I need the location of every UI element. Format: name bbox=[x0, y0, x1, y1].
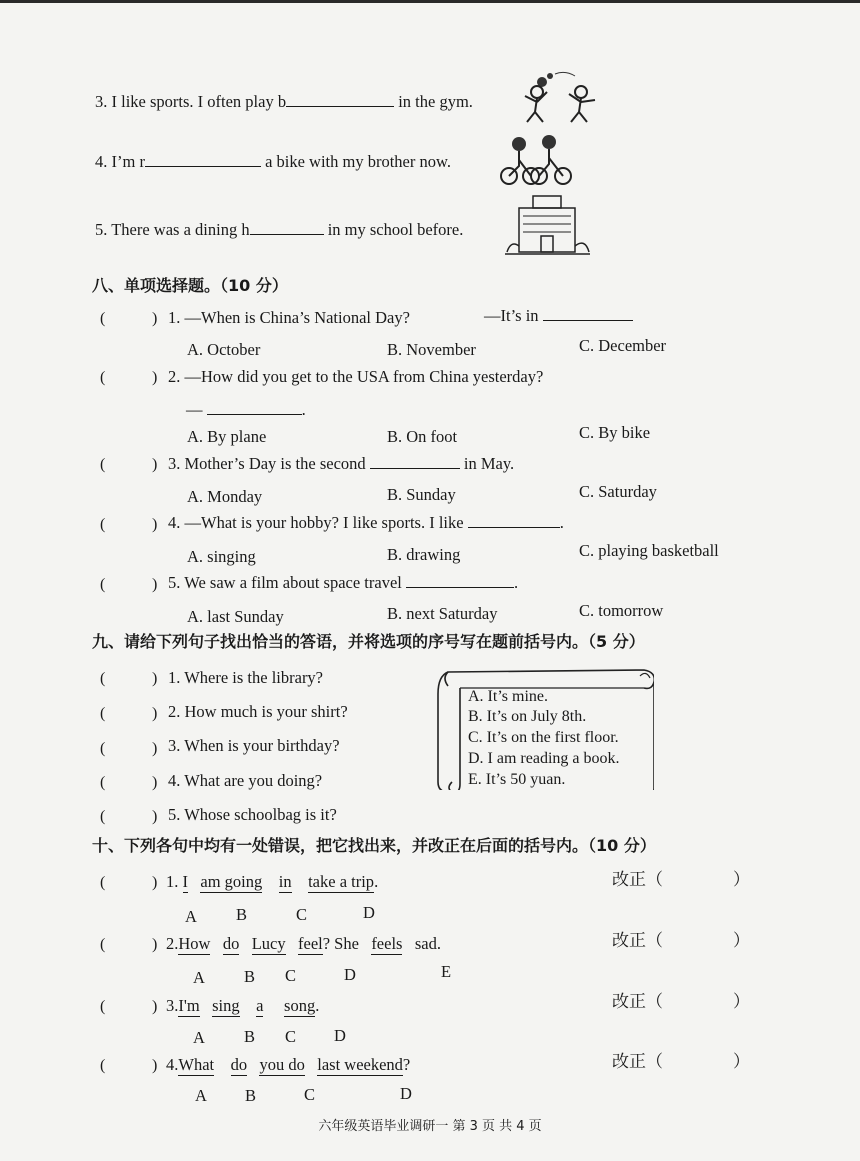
option-a: A. October bbox=[187, 340, 261, 359]
answer-paren-close: ) bbox=[152, 576, 158, 593]
fill-in-5-text: 5. There was a dining h bbox=[95, 220, 250, 239]
correction-close: ） bbox=[733, 992, 750, 1012]
answer-paren-open[interactable]: ( bbox=[100, 369, 106, 386]
question-tail: . bbox=[514, 573, 519, 592]
answer-paren-close: ) bbox=[152, 936, 158, 953]
s10-q1 bbox=[166, 872, 378, 892]
answer-paren-close: ) bbox=[152, 740, 158, 757]
underlined-word-c: Lucy bbox=[251, 934, 286, 953]
letter-d: D bbox=[363, 903, 375, 922]
question-tail: —It’s in bbox=[484, 306, 539, 325]
answer-paren-close: ) bbox=[152, 998, 158, 1015]
underlined-word-b: do bbox=[222, 934, 240, 953]
fill-in-4-text: 4. I’m r bbox=[95, 152, 145, 171]
correction-label: 改正（ bbox=[612, 931, 663, 951]
letter-a: A bbox=[185, 907, 197, 926]
letter-b: B bbox=[236, 905, 248, 924]
sentence-end: . bbox=[315, 996, 320, 1015]
question-number: 3. bbox=[166, 996, 179, 1015]
letter-b: B bbox=[244, 1027, 256, 1046]
option-c: C. playing basketball bbox=[579, 541, 719, 560]
answer-paren-close: ) bbox=[152, 1057, 158, 1074]
underlined-word-b: am going bbox=[200, 872, 263, 891]
answer-paren-open[interactable]: ( bbox=[100, 808, 106, 825]
underlined-word-b: sing bbox=[212, 996, 240, 1015]
question-tail: — bbox=[186, 400, 203, 419]
correction-label: 改正（ bbox=[612, 992, 663, 1012]
letter-a: A bbox=[195, 1086, 207, 1105]
s8-q2 bbox=[168, 367, 543, 387]
question-number: 4. bbox=[166, 1055, 179, 1074]
underlined-word-a: I'm bbox=[178, 996, 200, 1015]
fill-in-3-tail: in the gym. bbox=[394, 92, 473, 111]
answer-paren-open[interactable]: ( bbox=[100, 740, 106, 757]
answer-paren-open[interactable]: ( bbox=[100, 936, 106, 953]
answer-paren-close: ) bbox=[152, 705, 158, 722]
option-c: C. Saturday bbox=[579, 482, 657, 501]
letter-a: A bbox=[193, 968, 205, 987]
letter-e: E bbox=[441, 962, 452, 981]
answer-paren-close: ) bbox=[152, 774, 158, 791]
answer-paren-open[interactable]: ( bbox=[100, 576, 106, 593]
s10-q2 bbox=[166, 934, 441, 954]
answer-option-a: A. It’s mine. bbox=[468, 688, 548, 705]
answer-paren-close: ) bbox=[152, 310, 158, 327]
answer-blank[interactable] bbox=[286, 92, 394, 107]
sentence-end: sad. bbox=[414, 934, 441, 953]
answer-paren-close: ) bbox=[152, 874, 158, 891]
s8-q1-tail bbox=[484, 306, 633, 326]
s8-q3 bbox=[168, 454, 514, 474]
fill-in-5-tail: in my school before. bbox=[323, 220, 464, 239]
fill-in-3 bbox=[95, 92, 473, 112]
option-b: B. On foot bbox=[387, 427, 458, 446]
underlined-word-a: What bbox=[178, 1055, 215, 1074]
s9-q5: 5. Whose schoolbag is it? bbox=[168, 805, 337, 824]
letter-d: D bbox=[400, 1084, 412, 1103]
answer-option-e: E. It’s 50 yuan. bbox=[468, 771, 566, 788]
question-number: 2. bbox=[166, 934, 179, 953]
question-text: —What is your hobby? I like sports. I like bbox=[184, 513, 464, 532]
question-text: Mother’s Day is the second bbox=[184, 454, 366, 473]
underlined-word-c: you do bbox=[259, 1055, 305, 1074]
answer-blank[interactable] bbox=[145, 152, 261, 167]
s9-q4: 4. What are you doing? bbox=[168, 771, 323, 790]
question-tail: in May. bbox=[463, 454, 515, 473]
sentence-middle: ? She bbox=[322, 934, 359, 953]
answer-paren-open[interactable]: ( bbox=[100, 670, 106, 687]
cycling-kids-illustration bbox=[495, 132, 575, 187]
option-a: A. Monday bbox=[187, 487, 263, 506]
answer-paren-open[interactable]: ( bbox=[100, 998, 106, 1015]
question-number: 3. bbox=[168, 454, 181, 473]
underlined-word-d: song bbox=[284, 996, 316, 1015]
option-b: B. next Saturday bbox=[387, 604, 498, 623]
answer-paren-open[interactable]: ( bbox=[100, 705, 106, 722]
s9-q3: 3. When is your birthday? bbox=[168, 736, 340, 755]
letter-c: C bbox=[304, 1085, 316, 1104]
page-footer: 六年级英语毕业调研一 第 3 页 共 4 页 bbox=[318, 1119, 542, 1134]
answer-paren-close: ) bbox=[152, 369, 158, 386]
option-c: C. tomorrow bbox=[579, 601, 664, 620]
answer-paren-open[interactable]: ( bbox=[100, 456, 106, 473]
fill-in-5 bbox=[95, 220, 463, 240]
answer-blank[interactable] bbox=[543, 306, 633, 321]
question-text: We saw a film about space travel bbox=[184, 573, 402, 592]
correction-label: 改正（ bbox=[612, 1052, 663, 1072]
option-a: A. By plane bbox=[187, 427, 267, 446]
answer-paren-open[interactable]: ( bbox=[100, 774, 106, 791]
section8-title: 八、单项选择题。（10 分） bbox=[92, 276, 288, 295]
letter-c: C bbox=[285, 1027, 297, 1046]
underlined-word-c: a bbox=[256, 996, 264, 1015]
correction-close: ） bbox=[733, 931, 750, 951]
letter-a: A bbox=[193, 1028, 205, 1047]
question-number: 5. bbox=[168, 573, 181, 592]
fill-in-3-text: 3. I like sports. I often play b bbox=[95, 92, 287, 111]
answer-blank[interactable] bbox=[468, 513, 560, 528]
answer-option-d: D. I am reading a book. bbox=[468, 750, 620, 767]
answer-paren-close: ) bbox=[152, 516, 158, 533]
letter-b: B bbox=[245, 1086, 257, 1105]
letter-c: C bbox=[285, 966, 297, 985]
option-a: A. last Sunday bbox=[187, 607, 284, 626]
answer-paren-open[interactable]: ( bbox=[100, 310, 106, 327]
underlined-word-b: do bbox=[230, 1055, 248, 1074]
question-number: 4. bbox=[168, 513, 181, 532]
question-text: —When is China’s National Day? bbox=[184, 308, 410, 327]
answer-option-b: B. It’s on July 8th. bbox=[468, 708, 587, 725]
section10-title: 十、下列各句中均有一处错误，把它找出来，并改正在后面的括号内。（10 分） bbox=[92, 836, 656, 855]
s9-q2: 2. How much is your shirt? bbox=[168, 702, 348, 721]
s8-q2-tail: — . bbox=[186, 400, 306, 419]
option-b: B. November bbox=[387, 340, 476, 359]
page-top-border bbox=[0, 0, 860, 3]
section9-title: 九、请给下列句子找出恰当的答语，并将选项的序号写在题前括号内。（5 分） bbox=[92, 632, 645, 651]
answer-paren-open[interactable]: ( bbox=[100, 516, 106, 533]
s8-q1 bbox=[168, 308, 410, 328]
s8-q4 bbox=[168, 513, 564, 533]
option-b: B. drawing bbox=[387, 545, 461, 564]
fill-in-4 bbox=[95, 152, 451, 172]
correction-close: ） bbox=[733, 1052, 750, 1072]
correction-field[interactable] bbox=[612, 926, 750, 951]
answer-paren-close: ) bbox=[152, 670, 158, 687]
fill-in-4-tail: a bike with my brother now. bbox=[260, 152, 451, 171]
s10-q4 bbox=[166, 1055, 410, 1075]
s8-q5 bbox=[168, 573, 518, 593]
option-c: C. December bbox=[579, 336, 667, 355]
answer-paren-close: ) bbox=[152, 456, 158, 473]
option-a: A. singing bbox=[187, 547, 256, 566]
answer-paren-open[interactable]: ( bbox=[100, 1057, 106, 1074]
answer-blank[interactable] bbox=[250, 220, 324, 235]
question-text: —How did you get to the USA from China yesterday? bbox=[184, 367, 544, 386]
letter-d: D bbox=[334, 1026, 346, 1045]
underlined-word-a: I bbox=[182, 872, 188, 891]
school-building-illustration bbox=[505, 192, 590, 262]
s10-q3 bbox=[166, 996, 319, 1016]
answer-blank[interactable] bbox=[406, 573, 514, 588]
correction-field[interactable] bbox=[612, 987, 750, 1012]
question-number: 1. bbox=[168, 308, 181, 327]
underlined-word-d: take a trip bbox=[308, 872, 375, 891]
correction-label: 改正（ bbox=[612, 870, 663, 890]
sentence-end: . bbox=[374, 872, 379, 891]
answer-paren-open[interactable]: ( bbox=[100, 874, 106, 891]
letter-d: D bbox=[344, 965, 356, 984]
underlined-word-d: last weekend bbox=[317, 1055, 403, 1074]
option-c: C. By bike bbox=[579, 423, 651, 442]
correction-field[interactable] bbox=[612, 1047, 750, 1072]
answer-blank[interactable] bbox=[207, 400, 302, 415]
s9-q1: 1. Where is the library? bbox=[168, 668, 324, 687]
underlined-word-e: feels bbox=[371, 934, 403, 953]
sentence-end: ? bbox=[402, 1055, 411, 1074]
underlined-word-a: How bbox=[178, 934, 211, 953]
underlined-word-d: feel bbox=[298, 934, 323, 953]
answer-blank[interactable] bbox=[370, 454, 460, 469]
letter-b: B bbox=[244, 967, 256, 986]
question-number: 2. bbox=[168, 367, 181, 386]
question-number: 1. bbox=[166, 872, 179, 891]
underlined-word-c: in bbox=[278, 872, 292, 891]
question-tail: . bbox=[559, 513, 564, 532]
correction-field[interactable] bbox=[612, 865, 750, 890]
answer-option-c: C. It’s on the first floor. bbox=[468, 729, 619, 746]
basketball-players-illustration bbox=[515, 70, 605, 125]
correction-close: ） bbox=[733, 870, 750, 890]
answer-paren-close: ) bbox=[152, 808, 158, 825]
option-b: B. Sunday bbox=[387, 485, 456, 504]
letter-c: C bbox=[296, 905, 308, 924]
